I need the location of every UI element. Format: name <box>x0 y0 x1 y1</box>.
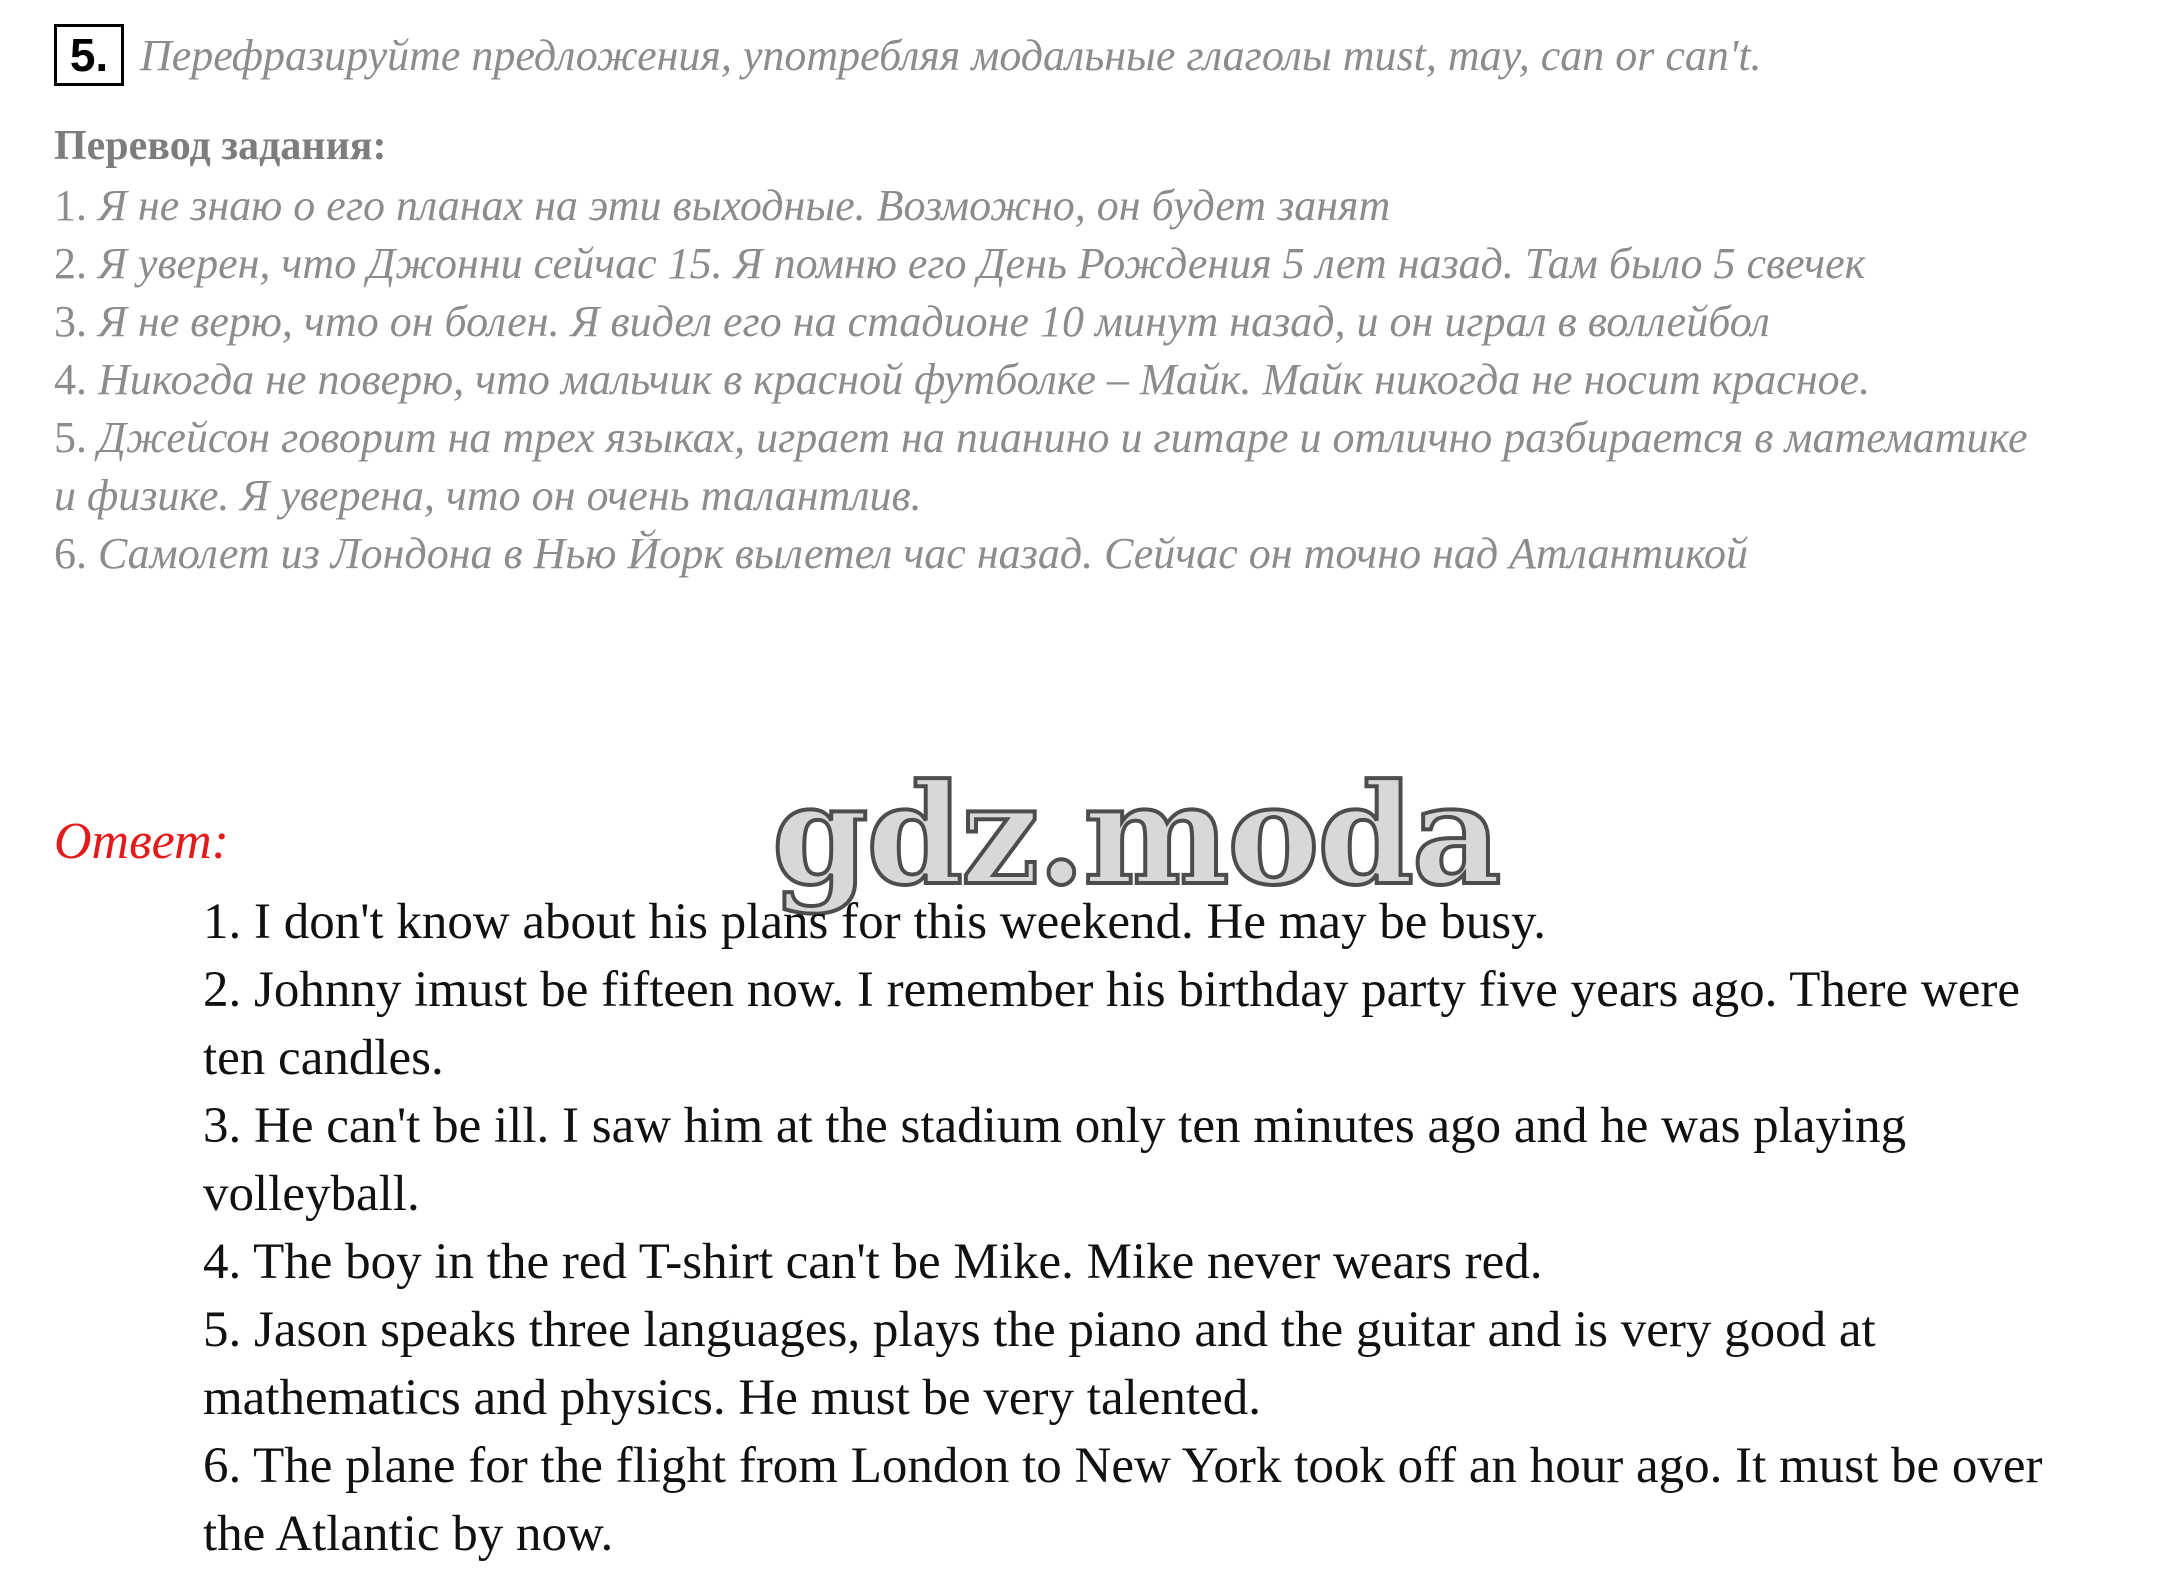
answer-item-2: 2. Johnny imust be fifteen now. I remember his birthday party five years ago. There were ten candles. <box>203 962 2020 1086</box>
translation-item-1: 1. Я не знаю о его планах на эти выходные. Возможно, он будет занят <box>54 181 1391 230</box>
answer-list <box>203 888 2063 1568</box>
answer-label: Ответ: <box>54 813 229 870</box>
answer-item-4: 4. The boy in the red T-shirt can't be Mike. Mike never wears red. <box>203 1234 1543 1290</box>
task-number: 5. <box>54 24 124 86</box>
task-header <box>54 24 1762 86</box>
translation-title: Перевод задания: <box>54 123 387 169</box>
translation-list <box>54 177 2054 583</box>
answer-item-3: 3. He can't be ill. I saw him at the stadium only ten minutes ago and he was playing volleyball. <box>203 1098 1907 1222</box>
translation-item-6: 6. Самолет из Лондона в Нью Йорк вылетел час назад. Сейчас он точно над Атлантикой <box>54 529 1749 578</box>
task-instruction: Перефразируйте предложения, употребляя модальные глаголы must, may, can or can't. <box>140 30 1762 80</box>
translation-item-4: 4. Никогда не поверю, что мальчик в красной футболке – Майк. Майк никогда не носит красное. <box>54 355 1871 404</box>
answer-item-1: 1. I don't know about his plans for this weekend. He may be busy. <box>203 894 1546 950</box>
answer-item-6: 6. The plane for the flight from London to New York took off an hour ago. It must be over the Atlantic by now. <box>203 1438 2043 1562</box>
watermark-logo: gdz.moda <box>772 753 1500 916</box>
translation-item-3: 3. Я не верю, что он болен. Я видел его на стадионе 10 минут назад, и он играл в воллейбол <box>54 297 1770 346</box>
translation-item-2: 2. Я уверен, что Джонни сейчас 15. Я помню его День Рождения 5 лет назад. Там было 5 свечек <box>54 239 1866 288</box>
translation-item-5: 5. Джейсон говорит на трех языках, играет на пианино и гитаре и отлично разбирается в математике и физике. Я уверена, что он очень талантлив. <box>54 413 2028 520</box>
answer-item-5: 5. Jason speaks three languages, plays the piano and the guitar and is very good at mathematics and physics. He must be very talented. <box>203 1302 1876 1426</box>
